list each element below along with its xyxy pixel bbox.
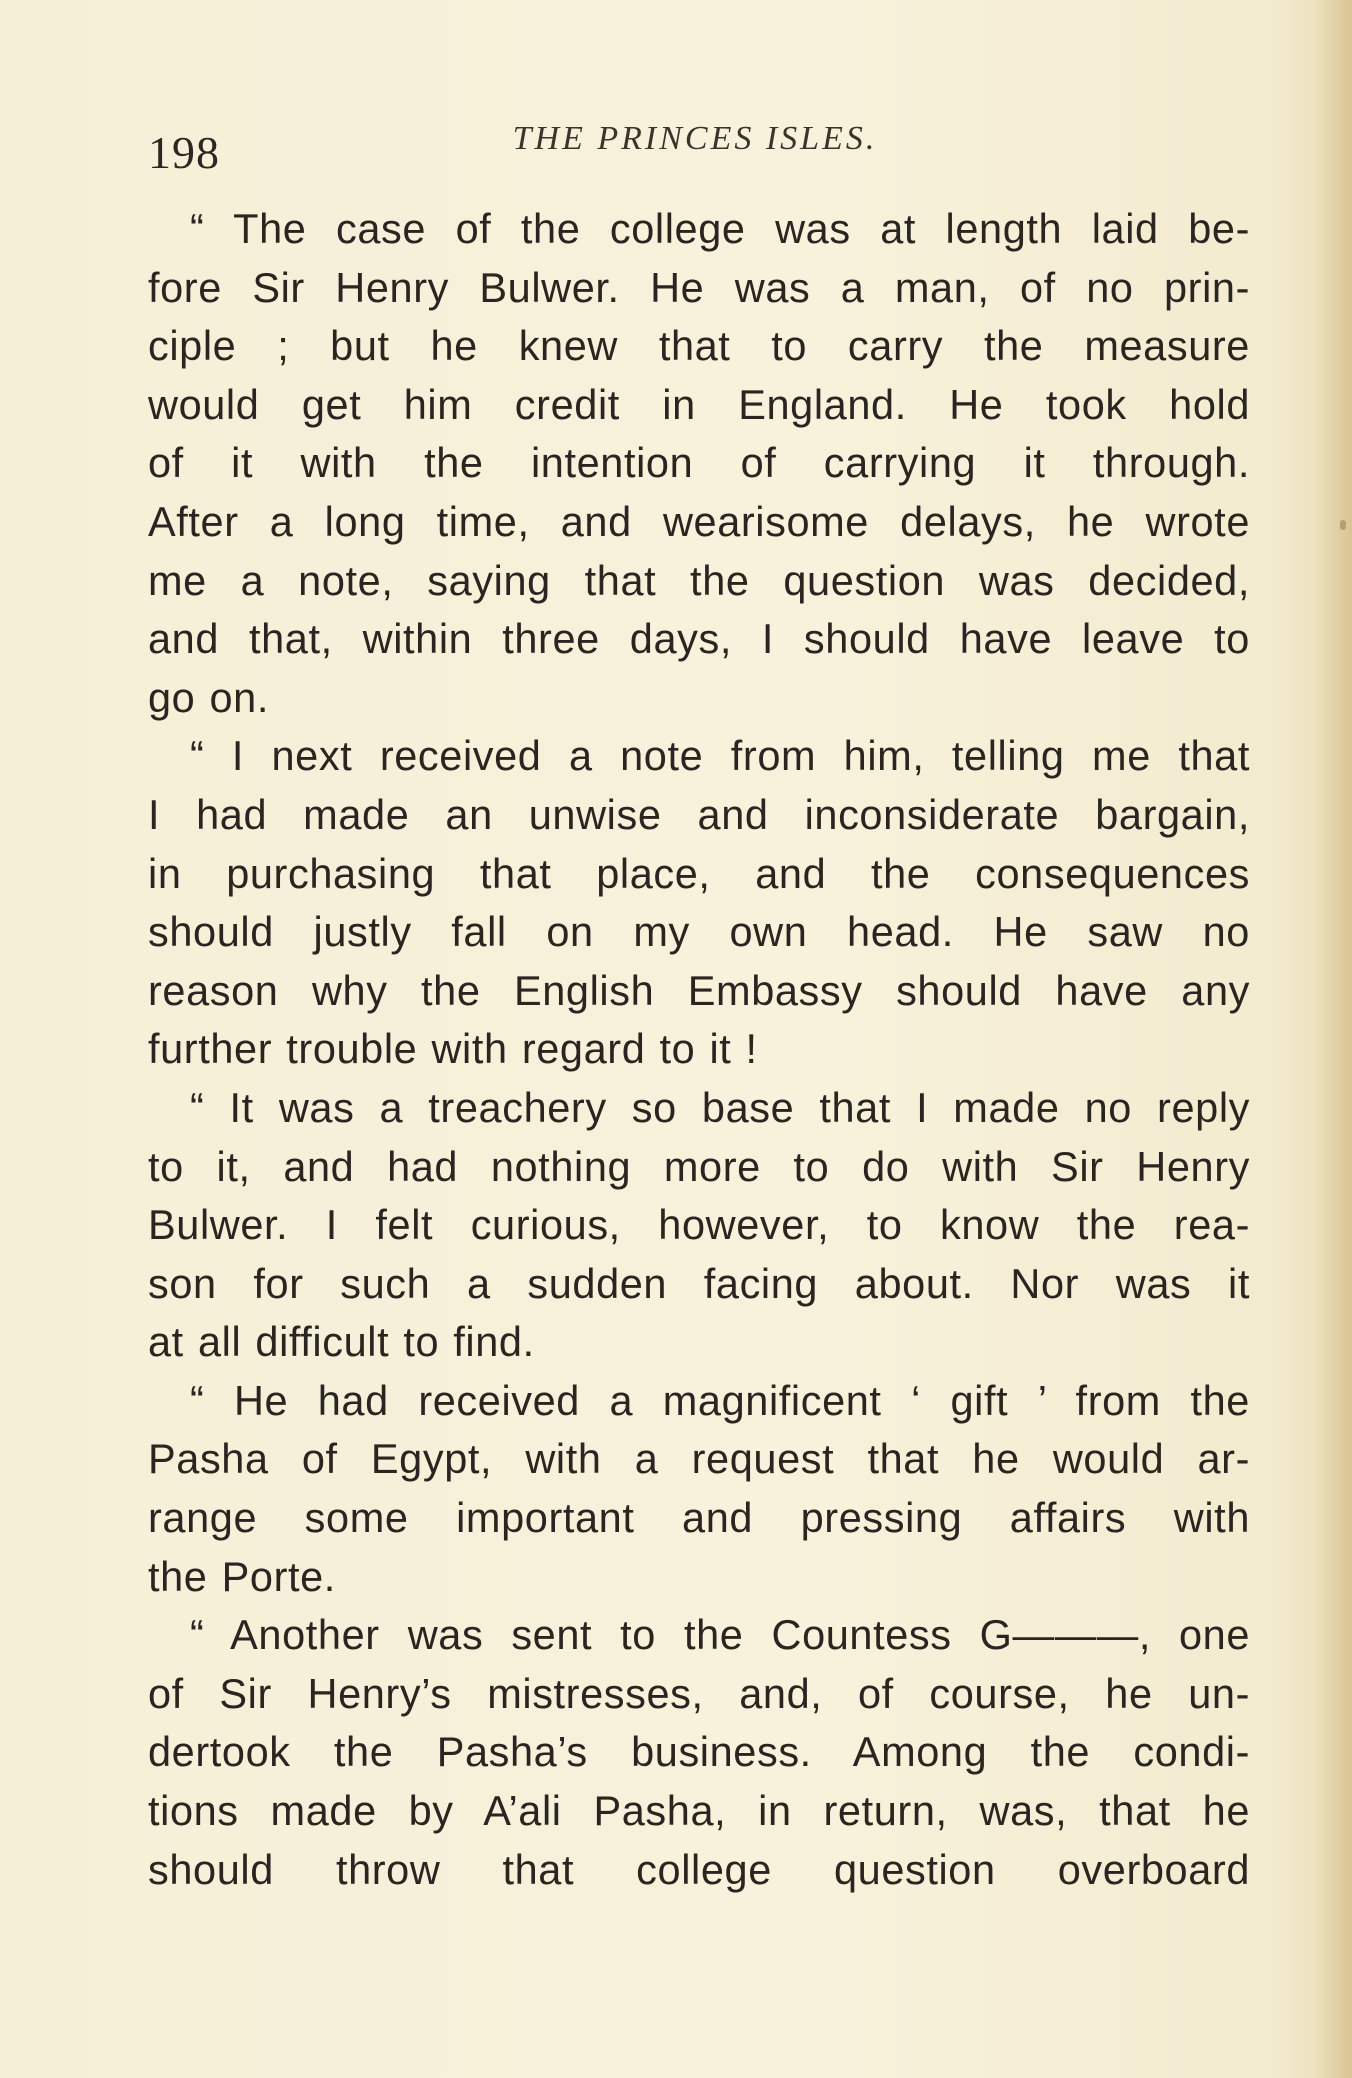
page-header — [140, 112, 1250, 178]
text-line: ciple ; but he knew that to carry the measure — [148, 322, 1250, 370]
text-line: and that, within three days, I should have leave to — [148, 615, 1250, 663]
body-text — [148, 200, 1250, 1899]
running-head: THE PRINCES ISLES. — [512, 120, 878, 157]
text-line: further trouble with regard to it ! — [148, 1025, 758, 1073]
text-line: at all difficult to find. — [148, 1318, 535, 1366]
text-line: “ The case of the college was at length laid be- — [190, 205, 1250, 252]
text-line: reason why the English Embassy should have any — [148, 966, 1250, 1014]
text-line: the Porte. — [148, 1552, 336, 1600]
text-line: go on. — [148, 673, 269, 721]
text-line: of it with the intention of carrying it through. — [148, 439, 1250, 487]
text-line: I had made an unwise and inconsiderate bargain, — [148, 790, 1250, 838]
text-line: me a note, saying that the question was decided, — [148, 556, 1250, 604]
page-number: 198 — [148, 127, 220, 178]
text-line: Pasha of Egypt, with a request that he would ar- — [148, 1435, 1250, 1483]
text-line: would get him credit in England. He took hold — [148, 380, 1250, 428]
text-line: of Sir Henry’s mistresses, and, of course, he un- — [148, 1669, 1250, 1717]
text-line: to it, and had nothing more to do with Sir Henry — [148, 1142, 1250, 1190]
text-line: “ I next received a note from him, telling me that — [190, 732, 1250, 780]
text-line: should justly fall on my own head. He saw no — [148, 908, 1250, 956]
text-line: dertook the Pasha’s business. Among the condi- — [148, 1728, 1250, 1776]
text-line: tions made by A’ali Pasha, in return, was, that he — [148, 1787, 1250, 1835]
text-line: “ It was a treachery so base that I made no reply — [190, 1083, 1250, 1131]
text-line: “ He had received a magnificent ‘ gift ’ from the — [190, 1376, 1250, 1424]
text-line: in purchasing that place, and the consequences — [148, 849, 1250, 897]
text-line: Bulwer. I felt curious, however, to know the rea- — [148, 1201, 1250, 1249]
text-line: range some important and pressing affairs with — [148, 1494, 1250, 1542]
text-line: “ Another was sent to the Countess G———, one — [190, 1611, 1250, 1659]
page-edge-shadow — [1312, 0, 1352, 2078]
text-line: son for such a sudden facing about. Nor was it — [148, 1259, 1250, 1307]
page-speck — [1340, 520, 1346, 530]
text-line: should throw that college question overboard — [148, 1845, 1250, 1893]
text-line: fore Sir Henry Bulwer. He was a man, of no prin- — [148, 263, 1250, 311]
text-line: After a long time, and wearisome delays, he wrote — [148, 497, 1250, 545]
